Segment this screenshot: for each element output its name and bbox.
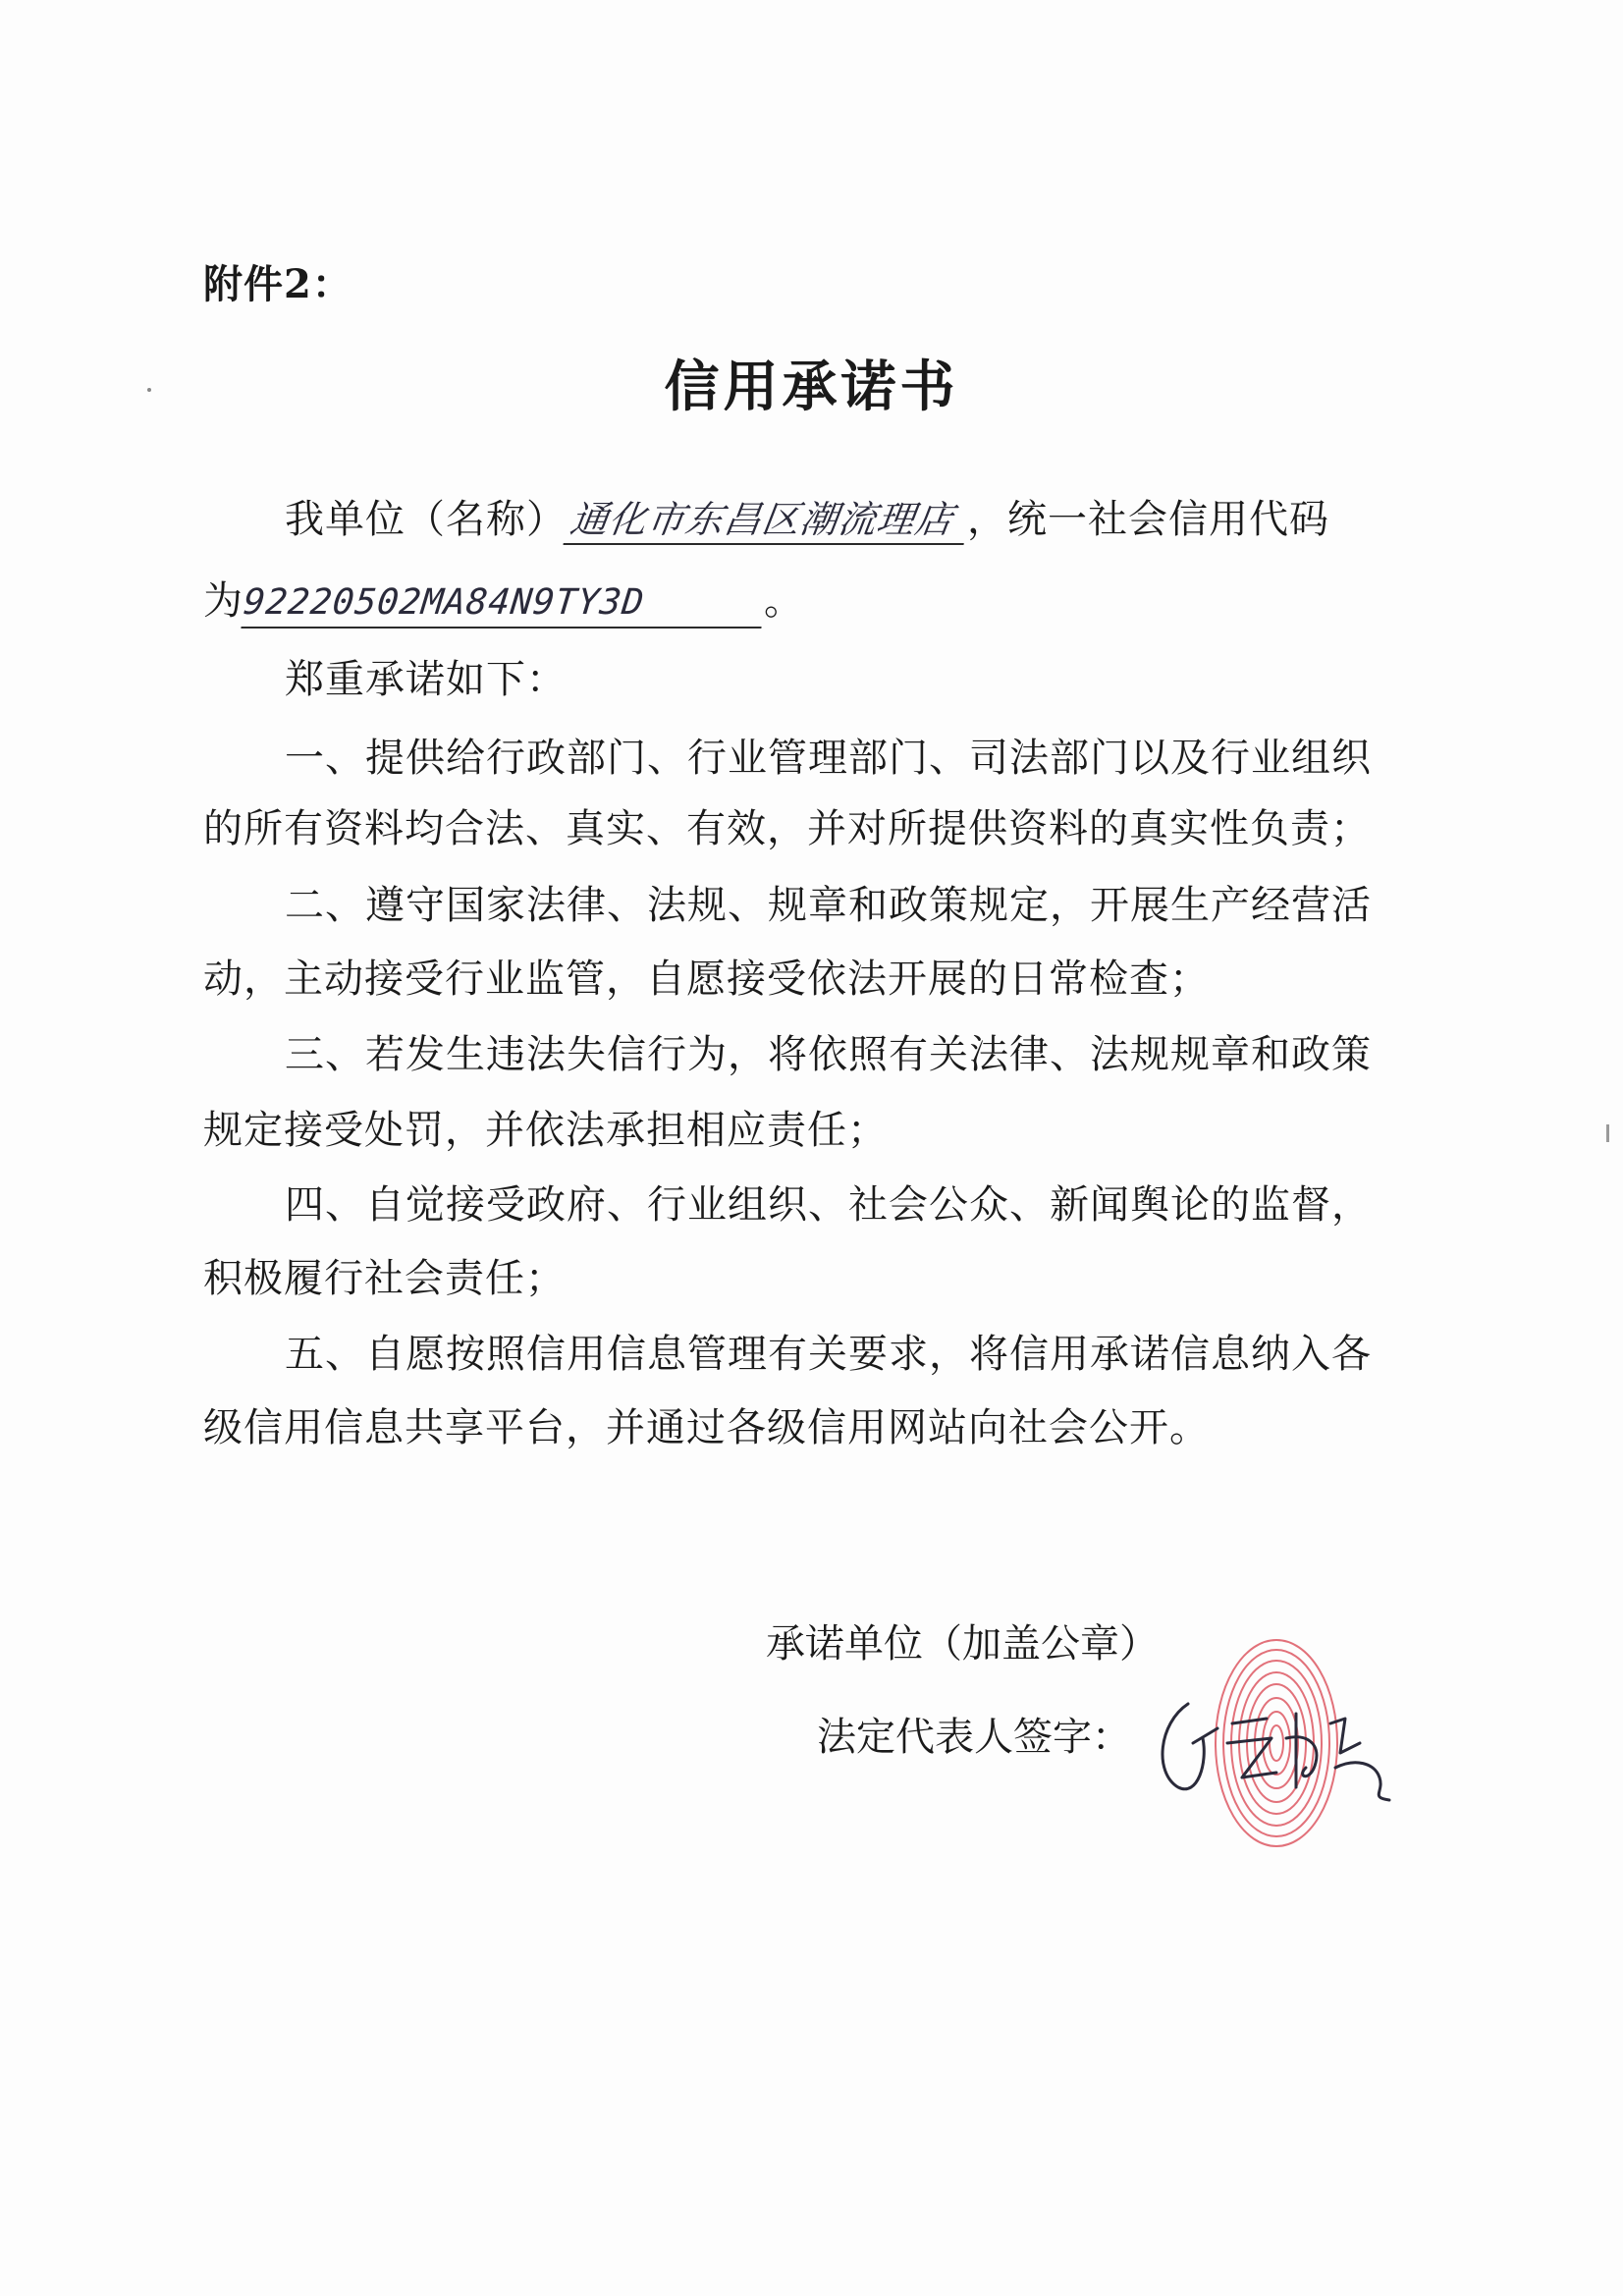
signature-unit-label: 承诺单位（加盖公章） [766,1621,1159,1667]
item-2-line-1: 二、遵守国家法律、法规、规章和政策规定，开展生产经营活 [285,883,1372,928]
code-suffix: 。 [764,578,804,624]
item-5-line-1: 五、自愿按照信用信息管理有关要求，将信用承诺信息纳入各 [285,1332,1372,1377]
unit-name-handwritten: 通化市东昌区潮流理店 [563,496,970,545]
scan-edge-mark [1606,1124,1609,1142]
item-1-line-1: 一、提供给行政部门、行业管理部门、司法部门以及行业组织 [285,736,1372,781]
item-3-line-2: 规定接受处罚，并依法承担相应责任； [203,1108,888,1153]
item-4-line-2: 积极履行社会责任； [203,1256,566,1301]
signature-rep-label: 法定代表人签字： [817,1715,1131,1760]
intro-line-1 [285,496,1329,545]
item-5-line-2: 级信用信息共享平台，并通过各级信用网站向社会公开。 [203,1405,1210,1450]
intro-suffix: ，统一社会信用代码 [967,497,1329,542]
handwritten-signature [1149,1684,1404,1812]
item-3-line-1: 三、若发生违法失信行为，将依照有关法律、法规规章和政策 [285,1032,1372,1077]
item-4-line-1: 四、自觉接受政府、行业组织、社会公众、新闻舆论的监督， [285,1182,1372,1228]
item-1-line-2: 的所有资料均合法、真实、有效，并对所提供资料的真实性负责； [203,806,1371,851]
code-prefix: 为 [203,578,243,624]
credit-code-handwritten: 92220502MA84N9TY3D [241,579,766,629]
pledge-heading: 郑重承诺如下： [285,657,567,702]
item-2-line-2: 动，主动接受行业监管，自愿接受依法开展的日常检查； [203,957,1210,1002]
intro-prefix: 我单位（名称） [285,497,567,542]
intro-line-2 [203,577,804,629]
document-title: 信用承诺书 [664,355,959,419]
attachment-label: 附件2： [203,261,352,307]
